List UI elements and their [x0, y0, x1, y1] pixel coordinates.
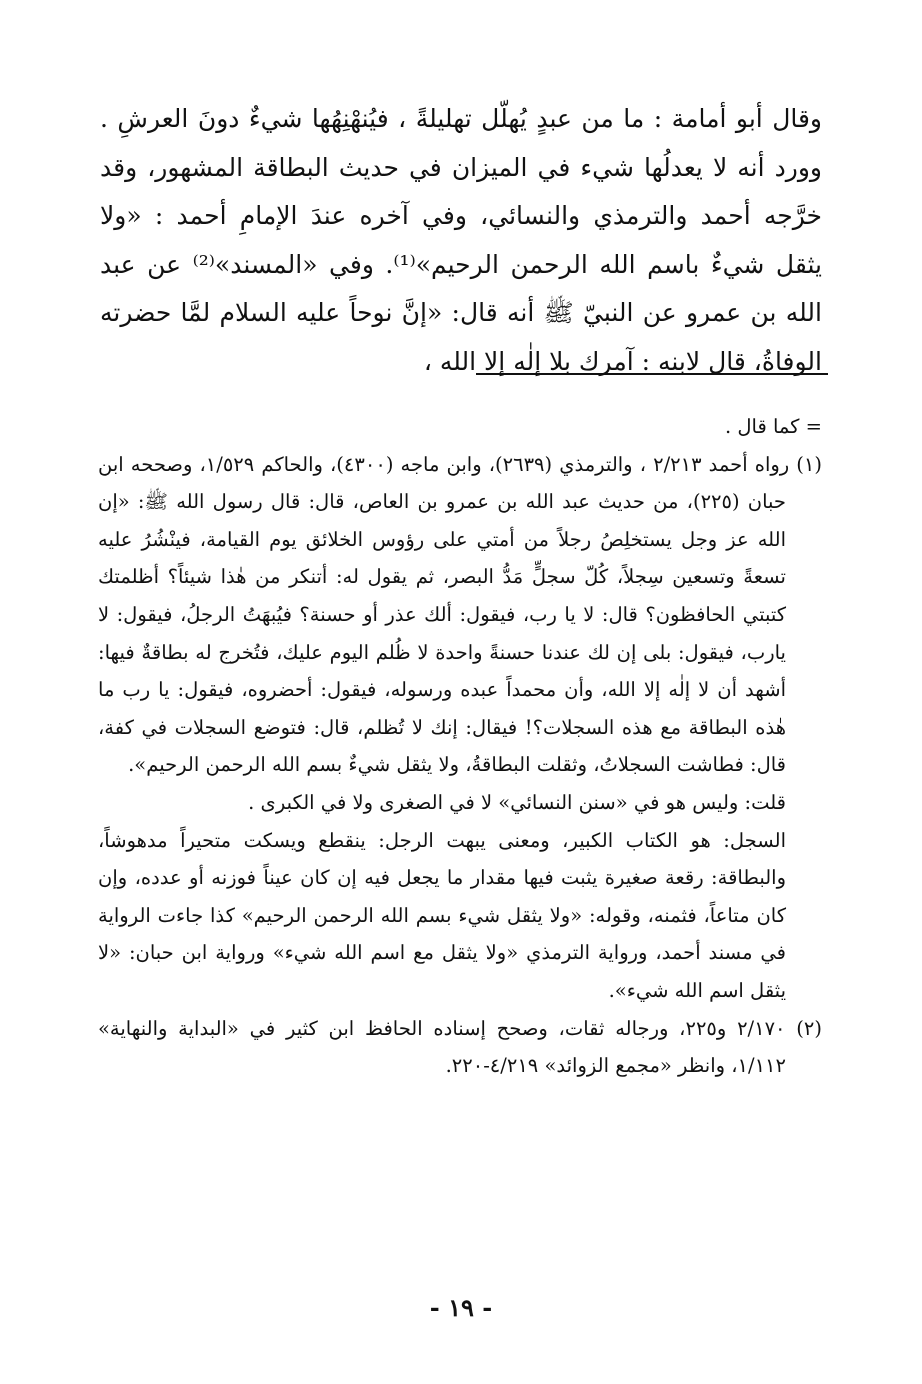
main-text: [100, 95, 822, 386]
footnote-separator: [476, 373, 828, 375]
footnote-2: (٢) ٢/١٧٠ و٢٢٥، ورجاله ثقات، وصحح إسناده الحافظ ابن كثير في «البداية والنهاية» ١/١١٢، وانظر «مجمع الزوائد» ٤/٢١٩-٢٢٠.: [98, 1016, 822, 1078]
page-number: - ١٩ -: [429, 1293, 493, 1322]
main-paragraph: وقال أبو أمامة : ما من عبدٍ يُهلّل تهليلةً ، فيُنهْنِهُها شيءٌ دونَ العرشِ . وورد أنه لا يعدلُها شيء في الميزان في حديث البطاقة المشهور، وقد خرَّجه أحمد والترمذي والنسائي، وفي آخره عندَ الإمامِ أحمد : «ولا يثقل شيءٌ باسم الله الرحمن الرحيم»⁽¹⁾. وفي «المسند»⁽²⁾ عن عبد الله بن عمرو عن النبيّ ﷺ أنه قال: «إنَّ نوحاً عليه السلام لمَّا حضرته الوفاةُ، قال لابنه : آمرك بلا إلٰه إلا الله ،: [100, 104, 822, 376]
footnote-1: (١) رواه أحمد ٢/٢١٣ ، والترمذي (٢٦٣٩)، وابن ماجه (٤٣٠٠)، والحاكم ١/٥٢٩، وصححه ابن حبان (٢٢٥)، من حديث عبد الله بن عمرو بن العاص، قال: قال رسول الله ﷺ: «إن الله عز وجل يستخلِصُ رجلاً من أمتي على رؤوس الخلائق يوم القيامة، فينْشُرُ عليه تسعةً وتسعين سِجلاً، كُلّ سجلٍّ مَدُّ البصر، ثم يقول له: أتنكر من هٰذا شيئاً؟ أظلمتك كتبتي الحافظون؟ قال: لا يا رب، فيقول: ألك عذر أو حسنة؟ فيُبهَتُ الرجلُ، فيقول: لا يارب، فيقول: بلى إن لك عندنا حسنةً واحدة لا ظُلم اليوم عليك، فتُخرج له بطاقةٌ فيها: أشهد أن لا إلٰه إلا الله، وأن محمداً عبده ورسوله، فيقول: أحضروه، فيقول: يا رب ما هٰذه البطاقة مع هذه السجلات؟! فيقال: إنك لا تُظلم، قال: فتوضع السجلات في كفة، قال: فطاشت السجلاتُ، وثقلت البطاقةُ، ولا يثقل شيءٌ بسم الله الرحمن الرحيم».: [98, 452, 822, 777]
footnote-continuation: = كما قال .: [724, 415, 822, 438]
footnote-1-glossary: السجل: هو الكتاب الكبير، ومعنى يبهت الرجل: ينقطع ويسكت متحيراً مدهوشاً، والبطاقة: رقعة صغيرة يثبت فيها مقدار ما يجعل فيه إن كان عيناً فوزنه أو عدده، وإن كان متاعاً، فثمنه، وقوله: «ولا يثقل شيء بسم الله الرحمن الرحيم» كذا جاءت الرواية في مسند أحمد، ورواية الترمذي «ولا يثقل مع اسم الله شيء» ورواية ابن حبان: «لا يثقل اسم الله شيء».: [98, 828, 786, 1002]
footnote-1-remark: قلت: وليس هو في «سنن النسائي» لا في الصغرى ولا في الكبرى .: [248, 790, 786, 814]
footnotes: [98, 408, 822, 1085]
